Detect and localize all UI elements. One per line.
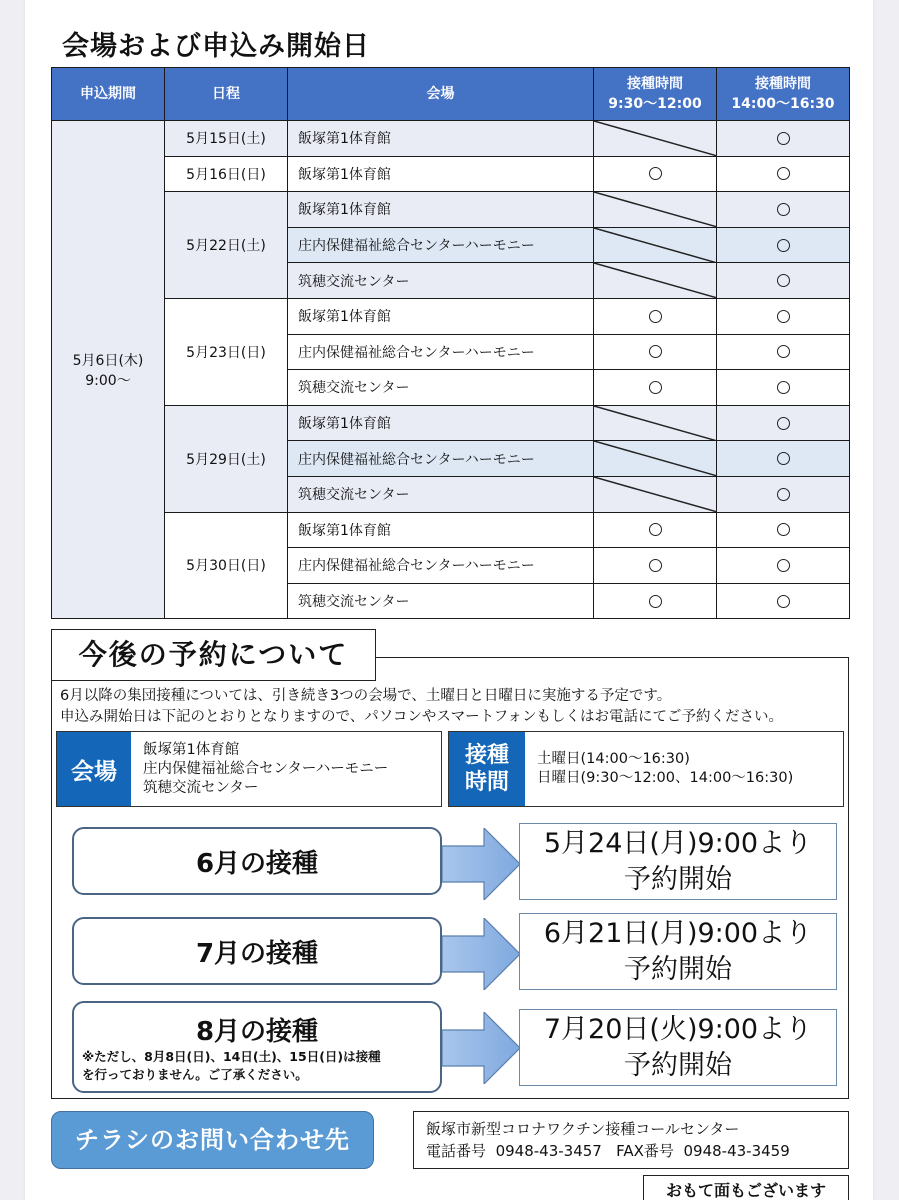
- table-row: [52, 405, 850, 441]
- slot-am: [594, 334, 717, 370]
- venue-name: 飯塚第1体育館: [288, 405, 594, 441]
- slot-pm: [717, 548, 850, 584]
- slot-am: [594, 476, 717, 512]
- header-venue: 会場: [288, 68, 594, 121]
- schedule-date: 5月15日(土): [165, 121, 288, 157]
- slot-am: [594, 548, 717, 584]
- available-circle-icon: [649, 167, 662, 180]
- table-row: [52, 192, 850, 228]
- table-row: [52, 156, 850, 192]
- slot-pm: [717, 405, 850, 441]
- slot-pm: [717, 227, 850, 263]
- schedule-date: 5月23日(日): [165, 298, 288, 405]
- venue-name: 庄内保健福祉総合センターハーモニー: [288, 227, 594, 263]
- unavailable-slash-icon: [594, 228, 716, 263]
- unavailable-slash-icon: [594, 477, 716, 512]
- slot-am: [594, 583, 717, 619]
- venue-name: 飯塚第1体育館: [288, 156, 594, 192]
- venue-item: 庄内保健福祉総合センターハーモニー: [143, 760, 389, 777]
- slot-am: [594, 263, 717, 299]
- slot-pm: [717, 334, 850, 370]
- contact-button[interactable]: チラシのお問い合わせ先: [51, 1111, 374, 1169]
- available-circle-icon: [649, 345, 662, 358]
- slot-pm: [717, 156, 850, 192]
- time-item: 土曜日(14:00〜16:30): [537, 751, 690, 767]
- available-circle-icon: [777, 345, 790, 358]
- schedule-table: [51, 67, 850, 619]
- table-row: [52, 512, 850, 548]
- venue-info-box: [56, 731, 442, 807]
- slot-pm: [717, 476, 850, 512]
- venue-name: 飯塚第1体育館: [288, 512, 594, 548]
- available-circle-icon: [777, 595, 790, 608]
- arrow-right-icon: [442, 918, 520, 990]
- schedule-date: 5月16日(日): [165, 156, 288, 192]
- available-circle-icon: [777, 132, 790, 145]
- venue-label: 会場: [57, 732, 131, 806]
- unavailable-slash-icon: [594, 263, 716, 298]
- unavailable-slash-icon: [594, 121, 716, 156]
- slot-pm: [717, 583, 850, 619]
- time-item: 日曜日(9:30〜12:00、14:00〜16:30): [537, 770, 794, 786]
- slot-am: [594, 121, 717, 157]
- start-date-june: 5月24日(月)9:00より 予約開始: [519, 823, 837, 900]
- venue-name: 飯塚第1体育館: [288, 298, 594, 334]
- start-date-august: 7月20日(火)9:00より 予約開始: [519, 1009, 837, 1086]
- venue-name: 庄内保健福祉総合センターハーモニー: [288, 548, 594, 584]
- slot-am: [594, 512, 717, 548]
- available-circle-icon: [777, 310, 790, 323]
- available-circle-icon: [777, 488, 790, 501]
- available-circle-icon: [649, 595, 662, 608]
- slot-am: [594, 298, 717, 334]
- section-title-venues: 会場および申込み開始日: [62, 31, 370, 62]
- start-date-july: 6月21日(月)9:00より 予約開始: [519, 913, 837, 990]
- call-center-name: 飯塚市新型コロナワクチン接種コールセンター: [426, 1120, 740, 1138]
- time-label: 接種 時間: [449, 732, 525, 806]
- unavailable-slash-icon: [594, 406, 716, 441]
- venue-item: 筑穂交流センター: [143, 779, 259, 796]
- phone-number: 0948-43-3457: [495, 1142, 602, 1160]
- slot-am: [594, 441, 717, 477]
- slot-am: [594, 370, 717, 406]
- application-period: 5月6日(木) 9:00〜: [52, 121, 165, 619]
- available-circle-icon: [777, 203, 790, 216]
- slot-pm: [717, 512, 850, 548]
- schedule-date: 5月22日(土): [165, 192, 288, 299]
- august-note: ※ただし、8月8日(日)、14日(土)、15日(日)は接種: [82, 1048, 381, 1064]
- contact-info: 飯塚市新型コロナワクチン接種コールセンター 電話番号 0948-43-3457 FAX番号 0948-43-3459: [413, 1111, 849, 1169]
- venue-name: 筑穂交流センター: [288, 370, 594, 406]
- venue-name: 庄内保健福祉総合センターハーモニー: [288, 334, 594, 370]
- available-circle-icon: [777, 167, 790, 180]
- venue-name: 庄内保健福祉総合センターハーモニー: [288, 441, 594, 477]
- venue-name: 筑穂交流センター: [288, 263, 594, 299]
- available-circle-icon: [649, 381, 662, 394]
- slot-pm: [717, 192, 850, 228]
- slot-am: [594, 227, 717, 263]
- fax-number: 0948-43-3459: [683, 1142, 790, 1160]
- schedule-date: 5月30日(日): [165, 512, 288, 619]
- month-box-june: 6月の接種: [72, 827, 442, 895]
- table-header-row: [52, 68, 850, 121]
- table-row: [52, 121, 850, 157]
- month-box-august: 8月の接種 ※ただし、8月8日(日)、14日(土)、15日(日)は接種 を行っておりません。ご了承ください。: [72, 1001, 442, 1093]
- intro-text: 6月以降の集団接種については、引き続き3つの会場で、土曜日と日曜日に実施する予定です。 申込み開始日は下記のとおりとなりますので、パソコンやスマートフォンもしくはお電話にてご予約ください。: [60, 688, 783, 725]
- available-circle-icon: [777, 274, 790, 287]
- venue-name: 筑穂交流センター: [288, 476, 594, 512]
- available-circle-icon: [649, 310, 662, 323]
- back-side-note: おもて面もございます: [643, 1175, 849, 1200]
- section-title-future: 今後の予約について: [51, 629, 376, 681]
- available-circle-icon: [777, 452, 790, 465]
- month-box-july: 7月の接種: [72, 917, 442, 985]
- slot-pm: [717, 263, 850, 299]
- time-info-box: [448, 731, 844, 807]
- slot-am: [594, 192, 717, 228]
- schedule-date: 5月29日(土): [165, 405, 288, 512]
- venue-item: 飯塚第1体育館: [143, 741, 240, 758]
- slot-pm: [717, 298, 850, 334]
- available-circle-icon: [777, 559, 790, 572]
- arrow-right-icon: [442, 1012, 520, 1084]
- available-circle-icon: [777, 239, 790, 252]
- header-date: 日程: [165, 68, 288, 121]
- available-circle-icon: [777, 523, 790, 536]
- header-period: 申込期間: [52, 68, 165, 121]
- slot-pm: [717, 121, 850, 157]
- header-slot-pm: 接種時間 14:00〜16:30: [717, 68, 850, 121]
- venue-name: 飯塚第1体育館: [288, 121, 594, 157]
- venue-name: 筑穂交流センター: [288, 583, 594, 619]
- slot-pm: [717, 441, 850, 477]
- table-row: [52, 298, 850, 334]
- unavailable-slash-icon: [594, 192, 716, 227]
- unavailable-slash-icon: [594, 441, 716, 476]
- slot-am: [594, 405, 717, 441]
- arrow-right-icon: [442, 828, 520, 900]
- header-slot-am: 接種時間 9:30〜12:00: [594, 68, 717, 121]
- available-circle-icon: [649, 559, 662, 572]
- available-circle-icon: [649, 523, 662, 536]
- slot-pm: [717, 370, 850, 406]
- slot-am: [594, 156, 717, 192]
- venue-name: 飯塚第1体育館: [288, 192, 594, 228]
- available-circle-icon: [777, 381, 790, 394]
- available-circle-icon: [777, 417, 790, 430]
